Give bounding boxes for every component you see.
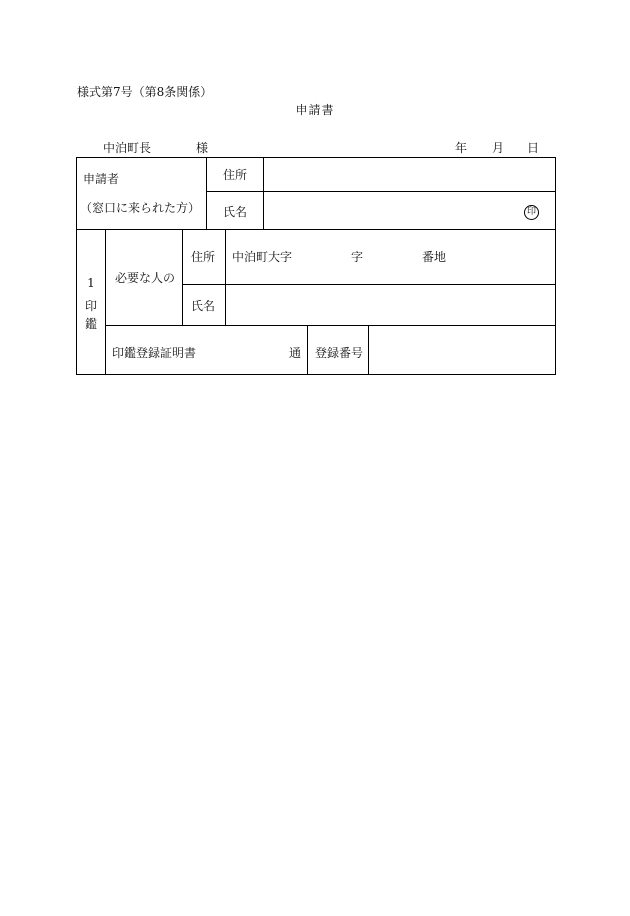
date-month-label: 月 (492, 141, 505, 155)
applicant-note: （窓口に来られた方） (80, 201, 201, 215)
table-bottom-border (76, 374, 556, 375)
certificate-divider (307, 325, 308, 375)
person-label: 必要な人の (115, 271, 176, 285)
section-divider (76, 229, 556, 230)
date-year-label: 年 (455, 141, 468, 155)
applicant-label: 申請者 (83, 172, 120, 186)
person-field-divider (225, 229, 226, 326)
table-right-border (555, 157, 556, 375)
address-prefix: 中泊町大字 (232, 250, 293, 264)
section1-number-divider (105, 229, 106, 375)
reg-number-divider (368, 325, 369, 375)
person-address-label: 住所 (191, 250, 216, 264)
copies-unit: 通 (289, 346, 302, 360)
seal-mark-icon: 印 (524, 205, 539, 220)
reg-number-label: 登録番号 (315, 346, 364, 360)
date-day-label: 日 (527, 141, 540, 155)
certificate-label: 印鑑登録証明書 (112, 346, 197, 360)
table-top-border (76, 157, 556, 158)
table-left-border (76, 157, 77, 375)
applicant-label-divider (263, 157, 264, 229)
section-heading-char2: 鑑 (84, 317, 97, 331)
person-name-label: 氏名 (191, 299, 216, 313)
form-number: 様式第7号（第8条関係） (77, 85, 213, 99)
applicant-name-label: 氏名 (223, 205, 248, 219)
applicant-divider (206, 157, 207, 229)
section-heading-char1: 印 (84, 299, 97, 313)
person-label-divider (182, 229, 183, 326)
person-row-divider (182, 284, 556, 285)
certificate-row-divider (105, 325, 556, 326)
applicant-row-divider (206, 191, 556, 192)
document-title: 申請書 (295, 103, 335, 117)
section-number: 1 (87, 276, 95, 290)
applicant-address-label: 住所 (223, 168, 248, 182)
addressee: 中泊町長 (103, 141, 152, 155)
address-banchi-label: 番地 (422, 250, 447, 264)
address-aza-label: 字 (351, 250, 364, 264)
honorific: 様 (196, 141, 209, 155)
